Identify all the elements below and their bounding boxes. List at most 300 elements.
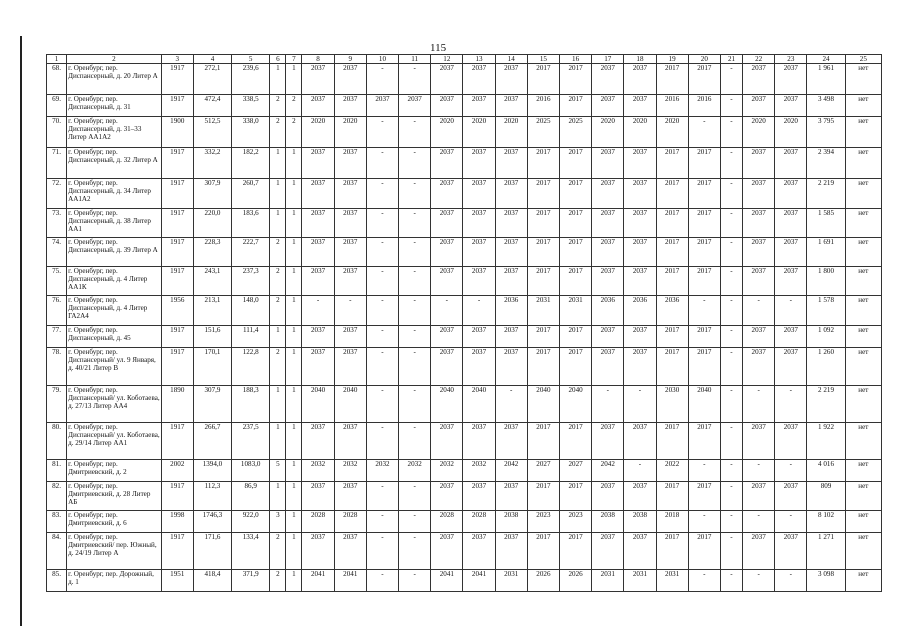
table-cell: 2037 [624, 148, 656, 179]
table-cell: 2037 [334, 326, 366, 348]
table-cell: 1083,0 [232, 460, 270, 482]
table-cell: 2037 [592, 348, 624, 386]
table-cell: - [366, 238, 398, 267]
table-cell: 78. [47, 348, 67, 386]
table-cell: 2037 [463, 533, 495, 570]
table-cell: 2037 [743, 148, 775, 179]
table-cell: 2038 [495, 511, 527, 533]
table-row [47, 209, 882, 238]
table-cell: 71. [47, 148, 67, 179]
table-cell: - [366, 423, 398, 460]
table-cell: 83. [47, 511, 67, 533]
table-cell: - [399, 64, 431, 95]
table-cell: 2028 [302, 511, 334, 533]
table-cell: 1917 [161, 267, 193, 296]
address-cell: г. Оренбург, пер. Дмитриевский, д. 2 [67, 460, 162, 482]
table-cell: 2037 [624, 267, 656, 296]
table-cell: 2037 [463, 148, 495, 179]
table-cell: - [431, 296, 463, 326]
column-header: 10 [366, 55, 398, 64]
table-cell: 2020 [775, 117, 807, 148]
table-cell: 2037 [624, 95, 656, 117]
table-cell: 332,2 [193, 148, 231, 179]
table-cell: 213,1 [193, 296, 231, 326]
table-cell: 2037 [431, 267, 463, 296]
table-cell: 1 [270, 64, 286, 95]
table-cell: 2026 [559, 570, 591, 592]
table-cell: 2037 [302, 533, 334, 570]
table-cell: 2040 [431, 386, 463, 423]
table-cell: 2017 [688, 482, 720, 511]
column-header: 25 [845, 55, 881, 64]
table-cell: 338,0 [232, 117, 270, 148]
table-cell: 2037 [366, 95, 398, 117]
table-cell: 1746,3 [193, 511, 231, 533]
header-row [47, 55, 882, 64]
table-cell: 2037 [431, 148, 463, 179]
table-cell: 2 [270, 570, 286, 592]
table-cell: 1956 [161, 296, 193, 326]
table-cell: нет [845, 511, 881, 533]
table-row [47, 423, 882, 460]
address-cell: г. Оренбург, пер. Дмитриевский/ пер. Южный, д. 24/19 Литер А [67, 533, 162, 570]
table-cell: 2032 [431, 460, 463, 482]
table-cell: 1 [270, 386, 286, 423]
table-cell: 2030 [656, 386, 688, 423]
table-row [47, 238, 882, 267]
table-cell: 1917 [161, 148, 193, 179]
table-cell: 1917 [161, 348, 193, 386]
table-cell: 2037 [463, 238, 495, 267]
table-cell: 2037 [495, 482, 527, 511]
table-cell: 2037 [624, 348, 656, 386]
table-cell: 2037 [495, 238, 527, 267]
table-row [47, 386, 882, 423]
table-cell: нет [845, 423, 881, 460]
table-cell: 2037 [302, 326, 334, 348]
column-header: 22 [743, 55, 775, 64]
table-cell: 2037 [592, 64, 624, 95]
table-cell: 1394,0 [193, 460, 231, 482]
address-cell: г. Оренбург, пер. Диспансерный, д. 4 Литер ГА2А4 [67, 296, 162, 326]
table-cell: 2020 [495, 117, 527, 148]
table-cell: - [366, 386, 398, 423]
address-cell: г. Оренбург, пер. Диспансерный, д. 31–33 Литер АА1А2 [67, 117, 162, 148]
table-cell: 2037 [775, 326, 807, 348]
table-cell: 2020 [624, 117, 656, 148]
table-cell: - [775, 511, 807, 533]
table-cell: нет [845, 267, 881, 296]
table-cell: 307,9 [193, 386, 231, 423]
table-cell: - [720, 482, 742, 511]
table-cell: 1 [286, 423, 302, 460]
table-cell: нет [845, 386, 881, 423]
table-cell: 2032 [399, 460, 431, 482]
column-header: 13 [463, 55, 495, 64]
table-row [47, 148, 882, 179]
table-cell: 2037 [334, 267, 366, 296]
table-cell: нет [845, 64, 881, 95]
table-cell: 1 585 [807, 209, 845, 238]
table-cell: 2017 [656, 148, 688, 179]
table-row [47, 348, 882, 386]
address-cell: г. Оренбург, пер. Диспансерный/ ул. Коботаева, д. 29/14 Литер АА1 [67, 423, 162, 460]
table-cell: 1 [286, 482, 302, 511]
table-row [47, 296, 882, 326]
table-cell: 2037 [743, 348, 775, 386]
table-cell: - [399, 423, 431, 460]
table-cell: 2020 [334, 117, 366, 148]
table-cell: 2042 [592, 460, 624, 482]
column-header: 20 [688, 55, 720, 64]
table-cell: 2037 [775, 267, 807, 296]
table-cell: 2037 [495, 267, 527, 296]
table-cell: - [743, 386, 775, 423]
table-cell: 4 016 [807, 460, 845, 482]
table-cell: нет [845, 238, 881, 267]
table-cell: 2 [270, 238, 286, 267]
column-header: 6 [270, 55, 286, 64]
table-cell: 2037 [302, 482, 334, 511]
table-cell: 266,7 [193, 423, 231, 460]
table-cell: 1 [270, 423, 286, 460]
table-cell: 79. [47, 386, 67, 423]
column-header: 2 [67, 55, 162, 64]
table-cell: 1 [270, 326, 286, 348]
table-cell: 2037 [775, 148, 807, 179]
table-cell: 2028 [334, 511, 366, 533]
table-cell: нет [845, 533, 881, 570]
table-cell: 2032 [366, 460, 398, 482]
table-row [47, 511, 882, 533]
table-cell: 2037 [302, 95, 334, 117]
table-cell: - [688, 117, 720, 148]
table-cell: 2017 [559, 533, 591, 570]
table-cell: 2037 [592, 179, 624, 209]
table-cell: 2 [270, 533, 286, 570]
table-cell: 2037 [743, 209, 775, 238]
table-cell: 2022 [656, 460, 688, 482]
table-cell: 512,5 [193, 117, 231, 148]
table-row [47, 326, 882, 348]
table-cell: 2037 [495, 148, 527, 179]
table-cell: 272,1 [193, 64, 231, 95]
table-cell: 2016 [688, 95, 720, 117]
table-cell: - [743, 511, 775, 533]
table-cell: 2023 [559, 511, 591, 533]
table-cell: 2018 [656, 511, 688, 533]
table-cell: нет [845, 482, 881, 511]
table-cell: 2037 [431, 423, 463, 460]
table-cell: 2017 [656, 179, 688, 209]
address-cell: г. Оренбург, пер. Дмитриевский, д. 28 Литер АБ [67, 482, 162, 511]
table-cell: 171,6 [193, 533, 231, 570]
table-cell: 82. [47, 482, 67, 511]
address-cell: г. Оренбург, пер. Диспансерный, д. 39 Литер А [67, 238, 162, 267]
table-cell: - [366, 267, 398, 296]
table-cell: 3 [270, 511, 286, 533]
table-cell: 2 219 [807, 386, 845, 423]
table-cell: 2037 [743, 482, 775, 511]
table-cell: - [334, 296, 366, 326]
table-cell: 2037 [431, 95, 463, 117]
table-cell: 2037 [463, 209, 495, 238]
table-cell: 2041 [431, 570, 463, 592]
address-cell: г. Оренбург, пер. Дорожный, д. 1 [67, 570, 162, 592]
table-cell: - [720, 148, 742, 179]
table-cell: 2017 [656, 64, 688, 95]
table-cell: - [399, 267, 431, 296]
table-cell: - [775, 570, 807, 592]
table-cell: 77. [47, 326, 67, 348]
table-cell: 1917 [161, 423, 193, 460]
table-cell: 2 219 [807, 179, 845, 209]
table-cell: - [366, 148, 398, 179]
table-cell: 1917 [161, 533, 193, 570]
table-cell: 72. [47, 179, 67, 209]
table-cell: 243,1 [193, 267, 231, 296]
table-cell: 2028 [463, 511, 495, 533]
table-cell: 2025 [559, 117, 591, 148]
table-cell: 1 [286, 209, 302, 238]
table-row [47, 533, 882, 570]
table-cell: нет [845, 326, 881, 348]
address-cell: г. Оренбург, пер. Диспансерный, д. 34 Литер АА1А2 [67, 179, 162, 209]
table-cell: 8 102 [807, 511, 845, 533]
table-cell: 2 [286, 117, 302, 148]
table-cell: - [399, 326, 431, 348]
table-cell: 2017 [688, 148, 720, 179]
table-cell: 1 961 [807, 64, 845, 95]
table-cell: 2017 [656, 326, 688, 348]
table-cell: 2017 [559, 148, 591, 179]
table-cell: 2037 [334, 348, 366, 386]
table-cell: 1900 [161, 117, 193, 148]
table-cell: 2037 [775, 95, 807, 117]
table-cell: 2041 [302, 570, 334, 592]
table-cell: 2016 [656, 95, 688, 117]
table-cell: 2017 [559, 64, 591, 95]
table-row [47, 460, 882, 482]
column-header: 15 [527, 55, 559, 64]
table-cell: 1998 [161, 511, 193, 533]
table-cell: 2037 [495, 179, 527, 209]
table-cell: - [720, 179, 742, 209]
table-cell: 1917 [161, 95, 193, 117]
table-cell: 2017 [527, 238, 559, 267]
table-cell: 2037 [431, 326, 463, 348]
table-cell: 2017 [688, 326, 720, 348]
table-cell: 1917 [161, 326, 193, 348]
table-cell: 2037 [624, 209, 656, 238]
table-cell: 1 [286, 460, 302, 482]
column-header: 11 [399, 55, 431, 64]
table-cell: 2017 [559, 238, 591, 267]
table-cell: - [743, 296, 775, 326]
table-cell: 2017 [656, 423, 688, 460]
table-cell: - [743, 570, 775, 592]
table-cell: - [399, 148, 431, 179]
table-cell: 1 [286, 533, 302, 570]
table-cell: - [743, 460, 775, 482]
table-cell: - [399, 209, 431, 238]
table-cell: - [720, 117, 742, 148]
table-cell: 2017 [656, 348, 688, 386]
table-cell: 1 [270, 482, 286, 511]
table-cell: 418,4 [193, 570, 231, 592]
table-cell: 2037 [592, 326, 624, 348]
table-cell: 1 [286, 238, 302, 267]
table-cell: 338,5 [232, 95, 270, 117]
table-cell: 2037 [624, 238, 656, 267]
table-cell: - [399, 386, 431, 423]
table-cell: 2037 [399, 95, 431, 117]
table-cell: 2037 [334, 238, 366, 267]
table-cell: - [399, 179, 431, 209]
table-cell: - [399, 511, 431, 533]
table-cell: 1 [270, 209, 286, 238]
table-cell: 2 [286, 95, 302, 117]
table-cell: 1890 [161, 386, 193, 423]
table-cell: 70. [47, 117, 67, 148]
column-header: 3 [161, 55, 193, 64]
table-cell: 237,5 [232, 423, 270, 460]
table-cell: 2037 [431, 348, 463, 386]
table-cell: - [720, 386, 742, 423]
table-cell: 222,7 [232, 238, 270, 267]
table-cell: - [302, 296, 334, 326]
table-cell: 1 271 [807, 533, 845, 570]
table-cell: 2042 [495, 460, 527, 482]
table-cell: - [688, 511, 720, 533]
column-header: 4 [193, 55, 231, 64]
table-cell: 84. [47, 533, 67, 570]
table-cell: 133,4 [232, 533, 270, 570]
table-cell: - [366, 348, 398, 386]
table-cell: 2037 [592, 238, 624, 267]
table-cell: 2037 [775, 238, 807, 267]
table-cell: 2017 [527, 64, 559, 95]
table-cell: 2040 [463, 386, 495, 423]
column-header: 7 [286, 55, 302, 64]
table-cell: - [399, 348, 431, 386]
table-cell: - [775, 460, 807, 482]
table-cell: нет [845, 209, 881, 238]
table-cell: 2037 [463, 423, 495, 460]
table-cell: 2037 [463, 179, 495, 209]
address-cell: г. Оренбург, пер. Диспансерный/ ул. 9 Января, д. 40/21 Литер В [67, 348, 162, 386]
table-cell: - [720, 296, 742, 326]
table-cell: 1 [270, 179, 286, 209]
table-cell: 2017 [688, 267, 720, 296]
table-cell: 2037 [775, 348, 807, 386]
table-cell: нет [845, 348, 881, 386]
table-cell: - [399, 570, 431, 592]
address-cell: г. Оренбург, пер. Диспансерный, д. 32 Литер А [67, 148, 162, 179]
table-cell: 2032 [302, 460, 334, 482]
table-cell: 2 [270, 267, 286, 296]
column-header: 23 [775, 55, 807, 64]
table-cell: 2037 [775, 482, 807, 511]
table-cell: 2037 [334, 533, 366, 570]
table-cell: 148,0 [232, 296, 270, 326]
table-cell: - [720, 348, 742, 386]
table-cell: 68. [47, 64, 67, 95]
table-cell: 2037 [495, 348, 527, 386]
column-header: 21 [720, 55, 742, 64]
table-cell: нет [845, 148, 881, 179]
table-cell: 151,6 [193, 326, 231, 348]
table-cell: 228,3 [193, 238, 231, 267]
table-row [47, 95, 882, 117]
table-cell: 2017 [656, 533, 688, 570]
table-cell: 2041 [334, 570, 366, 592]
table-cell: 2037 [495, 64, 527, 95]
table-cell: 2017 [527, 326, 559, 348]
table-cell: 1 260 [807, 348, 845, 386]
table-cell: 2037 [334, 64, 366, 95]
table-cell: 2037 [743, 267, 775, 296]
table-cell: 2020 [302, 117, 334, 148]
table-cell: 2037 [624, 482, 656, 511]
table-cell: 2017 [559, 423, 591, 460]
table-cell: 2037 [743, 64, 775, 95]
table-cell: 1 092 [807, 326, 845, 348]
table-cell: 1 [286, 64, 302, 95]
table-cell: - [775, 296, 807, 326]
table-cell: 220,0 [193, 209, 231, 238]
table-cell: 1917 [161, 482, 193, 511]
table-cell: - [624, 386, 656, 423]
table-cell: 75. [47, 267, 67, 296]
table-cell: 2037 [495, 95, 527, 117]
table-cell: 2017 [656, 238, 688, 267]
table-cell: 2020 [592, 117, 624, 148]
table-cell: нет [845, 296, 881, 326]
table-cell: 3 795 [807, 117, 845, 148]
table-cell: 2037 [334, 482, 366, 511]
table-cell: 2037 [775, 179, 807, 209]
table-cell: 2031 [495, 570, 527, 592]
table-cell: 3 098 [807, 570, 845, 592]
table-cell: - [366, 326, 398, 348]
table-cell: 5 [270, 460, 286, 482]
table-cell: 2017 [559, 209, 591, 238]
table-cell: 472,4 [193, 95, 231, 117]
table-cell: 2017 [559, 482, 591, 511]
table-cell: 371,9 [232, 570, 270, 592]
table-cell: - [366, 511, 398, 533]
table-cell: - [399, 533, 431, 570]
table-row [47, 117, 882, 148]
address-cell: г. Оренбург, пер. Диспансерный, д. 20 Литер А [67, 64, 162, 95]
table-cell: 2017 [656, 267, 688, 296]
table-cell: - [720, 460, 742, 482]
table-cell: 2037 [302, 238, 334, 267]
table-cell: 2032 [463, 460, 495, 482]
address-cell: г. Оренбург, пер. Диспансерный, д. 31 [67, 95, 162, 117]
table-cell: 80. [47, 423, 67, 460]
column-header: 14 [495, 55, 527, 64]
table-cell: - [592, 386, 624, 423]
table-cell: - [366, 179, 398, 209]
table-cell: 2 [270, 296, 286, 326]
table-cell: 2028 [431, 511, 463, 533]
table-cell: - [720, 238, 742, 267]
table-cell: - [366, 533, 398, 570]
table-cell: 2037 [495, 326, 527, 348]
table-cell: - [688, 296, 720, 326]
